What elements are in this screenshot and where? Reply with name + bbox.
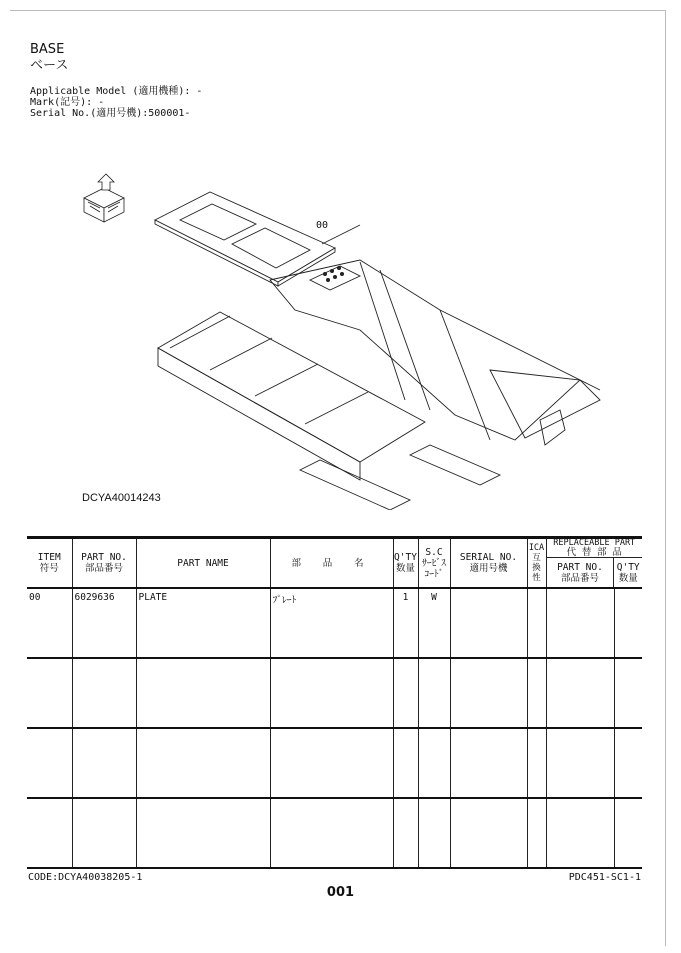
cell-rep-qty <box>614 588 642 658</box>
footer-code: CODE:DCYA40038205-1 <box>28 872 143 883</box>
col-rep-qty: Q'TY 数量 <box>613 558 642 587</box>
cell-rep-part-no <box>546 798 614 868</box>
cell-rep-part-no <box>546 588 614 658</box>
col-ica: ICA 互 換 性 <box>527 538 546 589</box>
cell-part-name: PLATE <box>136 588 270 658</box>
title-en: BASE <box>30 42 65 57</box>
col-item: ITEM 符号 <box>37 552 61 574</box>
cell-ica <box>527 588 546 658</box>
parts-drawing <box>60 170 620 510</box>
cell-part-no: 6029636 <box>72 588 136 658</box>
cell-qty <box>393 798 418 868</box>
cell-rep-part-no <box>546 728 614 798</box>
table-header-row <box>27 538 642 589</box>
footer-ref: PDC451-SC1-1 <box>568 872 641 883</box>
cell-ica <box>527 658 546 728</box>
cell-part-no <box>72 728 136 798</box>
col-sc: S.C ｻｰﾋﾞｽ ｺｰﾄﾞ <box>418 538 450 589</box>
col-qty: Q'TY 数量 <box>393 538 418 589</box>
plate-part <box>155 192 360 286</box>
cell-jp-name <box>270 658 393 728</box>
cell-ica <box>527 728 546 798</box>
applicable-model: Applicable Model (適用機種): - <box>30 86 203 97</box>
table-row <box>27 588 642 658</box>
cell-jp-name <box>270 798 393 868</box>
col-part-name: PART NAME <box>136 538 270 589</box>
cell-serial <box>450 658 527 728</box>
table-row <box>27 728 642 798</box>
col-part-no: PART NO. 部品番号 <box>72 538 136 589</box>
table-row <box>27 798 642 868</box>
mark: Mark(記号): - <box>30 97 105 108</box>
col-replaceable: REPLACEABLE PART 代 替 部 品 PART NO. 部品番号 Q'TY 数量 <box>546 538 642 589</box>
cell-qty <box>393 728 418 798</box>
callout-label: 00 <box>316 220 329 231</box>
cell-part-name <box>136 658 270 728</box>
serial-range: Serial No.(適用号機):500001- <box>30 108 191 119</box>
cell-item <box>27 658 72 728</box>
plate-holes <box>323 266 344 282</box>
cell-sc <box>418 798 450 868</box>
title-jp: ベース <box>30 58 69 73</box>
cell-qty: 1 <box>393 588 418 658</box>
cell-part-no <box>72 658 136 728</box>
cell-serial <box>450 588 527 658</box>
machine-orientation-icon <box>84 174 124 222</box>
cell-rep-qty <box>614 658 642 728</box>
base-frame <box>158 260 600 510</box>
cell-jp-name <box>270 728 393 798</box>
cell-part-name <box>136 798 270 868</box>
cell-sc: W <box>418 588 450 658</box>
cell-rep-qty <box>614 798 642 868</box>
parts-table <box>27 536 642 869</box>
cell-item <box>27 728 72 798</box>
cell-qty <box>393 658 418 728</box>
figure-code: DCYA40014243 <box>82 492 161 504</box>
cell-rep-qty <box>614 728 642 798</box>
cell-serial <box>450 798 527 868</box>
cell-serial <box>450 728 527 798</box>
cell-rep-part-no <box>546 658 614 728</box>
cell-part-name <box>136 728 270 798</box>
meta-info <box>30 86 202 119</box>
col-serial: SERIAL NO. 適用号機 <box>450 538 527 589</box>
cell-part-no <box>72 798 136 868</box>
col-rep-part-no: PART NO. 部品番号 <box>557 561 603 584</box>
cell-item <box>27 798 72 868</box>
col-jp-name: 部 品 名 <box>270 538 393 589</box>
cell-sc <box>418 658 450 728</box>
cell-ica <box>527 798 546 868</box>
table-row <box>27 658 642 728</box>
page-title <box>30 42 68 74</box>
cell-jp-name: ﾌﾟﾚｰﾄ <box>270 588 393 658</box>
cell-sc <box>418 728 450 798</box>
page-number: 001 <box>326 885 355 900</box>
cell-item: 00 <box>29 592 41 603</box>
